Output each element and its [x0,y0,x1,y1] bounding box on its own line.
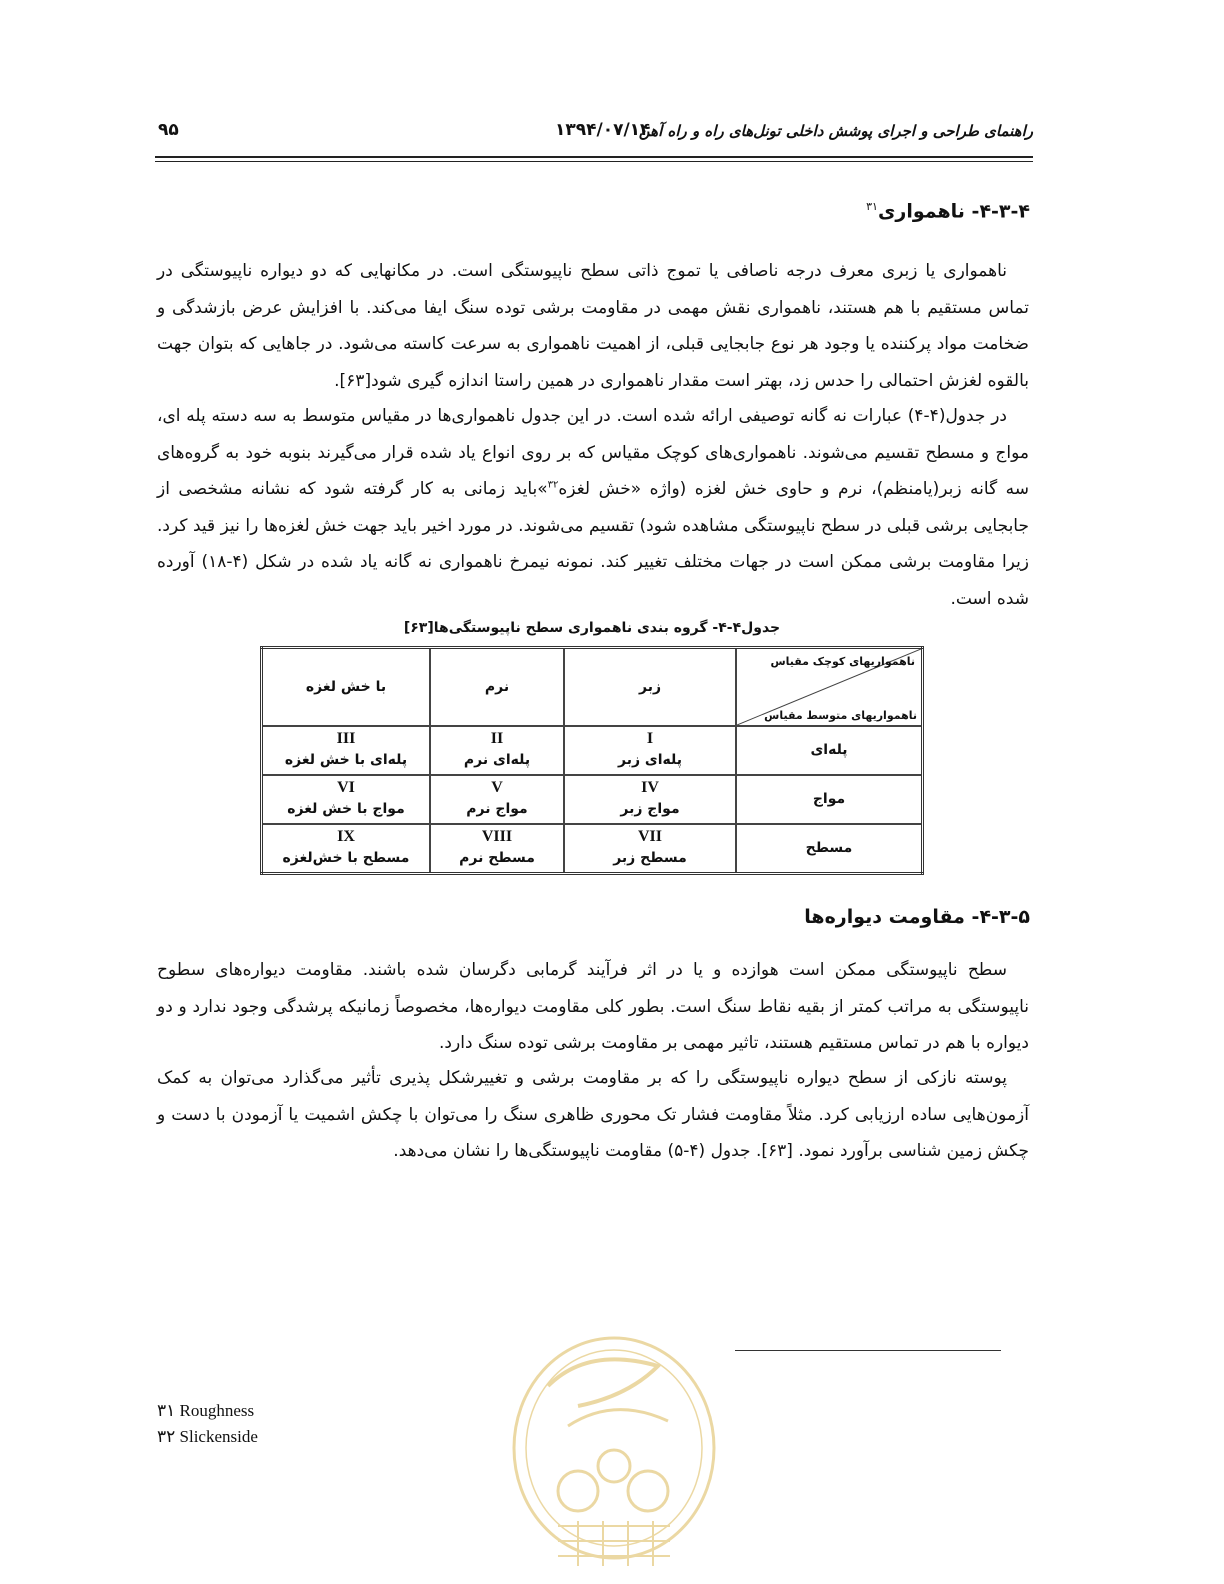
row-header: مسطح [736,824,923,874]
class-name: مسطح با خش‌لغزه [282,850,410,867]
footnotes [157,1398,258,1450]
watermark-seal-icon [508,1326,720,1584]
class-numeral: VI [337,779,355,797]
class-numeral: VII [637,828,662,846]
class-name: پله‌ای با خش لغزه [284,752,408,769]
table-cell [262,726,431,775]
paragraph: سطح ناپیوستگی ممکن است هوازده و یا در اثر فرآیند گرمابی دگرسان شده باشند. مقاومت دیواره‌های سطوح ناپیوستگی به مراتب کمتر از بقیه نقاط سنگ است. بطور کلی مقاومت دیواره‌ها، مخصوصاً زمانیکه پرشدگی وجود ندارد و دو دیواره با هم در تماس مستقیم هستند، تاثیر مهمی بر مقاومت برشی توده سنگ دارد. [157,960,1029,1053]
table-cell [430,726,564,775]
class-numeral: IX [337,828,355,846]
header-date: ۱۳۹۴/۰۷/۱۴ [555,120,651,140]
footnote: ۳۱ Roughness [157,1401,255,1420]
class-name: پله‌ای زبر [618,752,682,769]
table-row [262,824,923,874]
class-name: مسطح نرم [459,850,535,867]
paragraph-text: در جدول(۴-۴) عبارات نه گانه توصیفی ارائه شده است. در این جدول ناهمواری‌ها در مقیاس متوسط به سه دسته پله ای، مواج و مسطح تقسیم می‌شوند. ناهمواری‌های کوچک مقیاس که بر روی انواع یاد شده قرار می‌گیرند بنوبه خود به گروه‌های سه گانه زبر(یامنظم)، نرم و حاوی خش لغزه (واژه «خش لغزه [157,406,1029,499]
heading-text: ۴-۳-۴- ناهمواری [877,200,1030,223]
page-number: ۹۵ [158,120,179,140]
footnote-separator [735,1350,1001,1351]
footnote-ref: ۳۱ [866,200,878,213]
table-caption: جدول۴-۴- گروه بندی ناهمواری سطح ناپیوستگی‌ها[۶۳] [403,620,781,636]
header-title: راهنمای طراحی و اجرای پوشش داخلی تونل‌های راه و راه آهن [638,122,1033,140]
class-numeral: V [491,779,503,797]
class-name: پله‌ای نرم [463,752,531,769]
paragraph [157,398,1029,617]
paragraph: پوسته نازکی از سطح دیواره ناپیوستگی را که بر مقاومت برشی و تغییرشکل پذیری تأثیر می‌گذارد می‌توان به کمک آزمون‌هایی ساده ارزیابی کرد. مثلاً مقاومت فشار تک محوری ظاهری سنگ را می‌توان با چکش اشمیت یا آزمودن با دست و چکش زمین شناسی برآورد نمود. [۶۳]. جدول (۴-۵) مقاومت ناپیوستگی‌ها را نشان می‌دهد. [157,1068,1029,1161]
table-header-row [262,648,923,727]
table-cell [430,824,564,874]
column-header: با خش لغزه [262,648,431,727]
header-rule-thin [155,161,1033,162]
section-heading-roughness [866,200,1030,222]
class-name: مواج با خش لغزه [287,801,405,818]
class-numeral: II [490,730,504,748]
table-cell [564,726,736,775]
table-cell [564,775,736,824]
roughness-table [260,646,924,875]
class-numeral: VIII [481,828,513,846]
class-name: مسطح زبر [613,850,687,867]
row-header: پله‌ای [736,726,923,775]
table-cell [564,824,736,874]
page-header [155,118,1033,150]
column-header: نرم [430,648,564,727]
table-cell [430,775,564,824]
table-row [262,726,923,775]
footnote-ref: ۳۲ [547,479,559,491]
class-numeral: I [646,730,654,748]
paragraph: ناهمواری یا زبری معرف درجه ناصافی یا تموج ذاتی سطح ناپیوستگی است. در مکانهایی که دو دیواره ناپیوستگی در تماس مستقیم با هم هستند، ناهمواری نقش مهمی در مقاومت برشی توده سنگ ایفا می‌کند. با افزایش عرض بازشدگی و ضخامت مواد پرکننده یا وجود هر نوع جابجایی قبلی، از اهمیت ناهمواری به سرعت کاسته می‌شود. در جاهایی که بتوان جهت بالقوه لغزش احتمالی را حدس زد، بهتر است مقدار ناهمواری در همین راستا اندازه گیری شود[۶۳]. [157,261,1029,391]
table-cell [262,775,431,824]
row-header: مواج [736,775,923,824]
paragraph-text: »باید زمانی به کار گرفته شود که نشانه مشخصی از جابجایی برشی قبلی در سطح ناپیوستگی مشاهده شود) تقسیم می‌شوند. در مورد اخیر باید جهت خش لغزه‌ها را نیز قید کرد. زیرا مقاومت برشی ممکن است در جهات مختلف تغییر کند. نمونه نیمرخ ناهمواری نه گانه یاد شده در شکل (۴-۱۸) آورده شده است. [157,479,1030,609]
table-cell [262,824,431,874]
footnote: ۳۲ Slickenside [157,1427,258,1446]
table-row [262,775,923,824]
column-header: زبر [564,648,736,727]
header-rule [155,156,1033,158]
corner-bottom-label: ناهمواریهای متوسط مقیاس [764,709,917,722]
class-numeral: III [336,730,356,748]
class-numeral: IV [641,779,659,797]
class-name: مواج زبر [620,801,680,818]
section-heading-wall-strength: ۴-۳-۵- مقاومت دیواره‌ها [804,906,1030,928]
class-name: مواج نرم [466,801,528,818]
corner-cell [736,648,923,727]
corner-top-label: ناهمواریهای کوچک مقیاس [770,655,915,668]
